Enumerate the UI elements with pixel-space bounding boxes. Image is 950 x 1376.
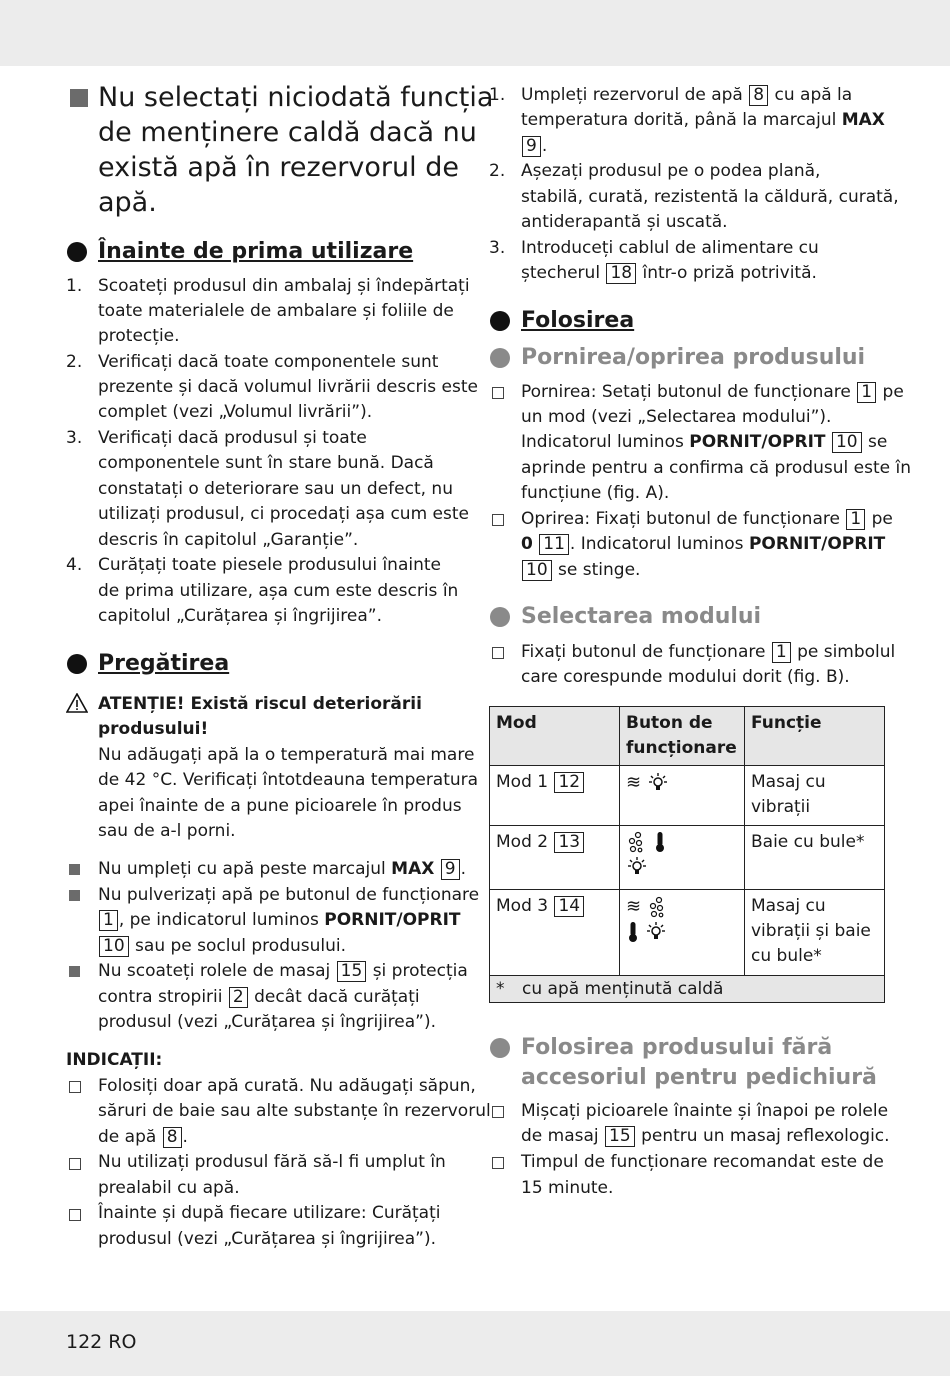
subsection-title-on-off: Pornirea/oprirea produsului	[521, 345, 866, 370]
attention-title: ATENȚIE! Există riscul deteriorării	[98, 694, 422, 714]
warning-line: apă.	[98, 187, 157, 218]
subsection-title-mode: Selectarea modului	[521, 604, 762, 629]
list-text: Timpul de funcționare recomandat este de	[521, 1152, 884, 1172]
list-text: complet (vezi „Volumul livrării”).	[98, 402, 373, 422]
ref-number: 9	[441, 859, 460, 880]
section-title-use: Folosirea	[521, 308, 635, 333]
ref-number: 1	[857, 382, 876, 403]
bullet-text: 1 , pe indicatorul luminos PORNIT/OPRIT	[98, 908, 461, 933]
page-footer-band	[0, 1311, 950, 1376]
section-bullet-icon	[67, 242, 87, 262]
list-text: Verificați dacă toate componentele sunt	[98, 352, 439, 372]
table-header-mode: Mod	[490, 707, 620, 766]
table-cell-function: Baie cu bule*	[745, 826, 885, 890]
light-icon	[626, 856, 648, 878]
subsection-title-no-accessory: accesoriul pentru pedichiură	[521, 1065, 877, 1090]
light-icon	[647, 772, 669, 794]
bullet-text: Nu umpleți cu apă peste marcajul MAX 9 .	[98, 859, 466, 879]
ref-number: 8	[163, 1127, 182, 1148]
subsection-bullet-icon	[490, 607, 510, 627]
ref-number: 13	[554, 832, 584, 853]
list-text: ștecherul 18 într-o priză potrivită.	[521, 263, 817, 283]
list-text: Așezați produsul pe o podea plană,	[521, 161, 821, 181]
list-text: un mod (vezi „Selectarea modului”).	[521, 407, 832, 427]
subsection-bullet-icon	[490, 348, 510, 368]
attention-text: sau de a-l porni.	[98, 821, 236, 841]
list-text: care corespunde modului dorit (fig. B).	[521, 667, 850, 687]
ref-number: 18	[606, 263, 636, 284]
checkbox-bullet-icon	[492, 1157, 504, 1169]
list-text: Curățați toate piesele produsului înainte	[98, 555, 441, 575]
ref-number: 1	[846, 509, 865, 530]
list-text: antiderapantă și uscată.	[521, 212, 728, 232]
table-cell-mode: Mod 1 12	[490, 766, 620, 826]
list-number: 3.	[66, 428, 83, 448]
list-text: 10 se stinge.	[521, 558, 640, 583]
notes-title: INDICAȚII:	[66, 1050, 163, 1070]
table-footnote: * cu apă menținută caldă	[490, 976, 885, 1003]
thermometer-icon	[626, 921, 640, 943]
note-text: Înainte și după fiecare utilizare: Curățați	[98, 1203, 441, 1223]
checkbox-bullet-icon	[492, 647, 504, 659]
checkbox-bullet-icon	[492, 387, 504, 399]
mode-table	[489, 706, 885, 1003]
bullet-text: Nu scoateți rolele de masaj 15 și protecția	[98, 961, 468, 981]
thermometer-icon	[653, 831, 667, 853]
ref-number: 2	[229, 987, 248, 1008]
table-row	[490, 766, 885, 826]
note-text: prealabil cu apă.	[98, 1178, 240, 1198]
list-text: Umpleți rezervorul de apă 8 cu apă la	[521, 85, 853, 105]
note-text: săruri de baie sau alte substanțe în rezervorul	[98, 1101, 491, 1121]
note-text: de apă 8 .	[98, 1127, 188, 1147]
ref-number: 1	[99, 910, 118, 931]
list-text: 0 11 . Indicatorul luminos PORNIT/OPRIT	[521, 534, 886, 554]
list-text: de masaj 15 pentru un masaj reflexologic.	[521, 1126, 890, 1146]
subsection-title-no-accessory: Folosirea produsului fără	[521, 1035, 833, 1060]
section-title-first-use: Înainte de prima utilizare	[98, 239, 414, 264]
attention-title: produsului!	[98, 719, 209, 739]
list-text: de prima utilizare, așa cum este descris în	[98, 581, 459, 601]
list-text: Verificați dacă produsul și toate	[98, 428, 367, 448]
list-text: stabilă, curată, rezistentă la căldură, curată,	[521, 187, 899, 207]
ref-number: 15	[337, 961, 367, 982]
attention-text: apei înainte de a pune picioarele în produs	[98, 796, 462, 816]
table-cell-icons	[620, 766, 745, 826]
table-row	[490, 890, 885, 976]
checkbox-bullet-icon	[69, 1158, 81, 1170]
list-text: prezente și dacă volumul livrării descris este	[98, 377, 478, 397]
list-text: 15 minute.	[521, 1178, 614, 1198]
list-text: protecție.	[98, 326, 180, 346]
bubbles-icon	[626, 831, 648, 853]
list-text: Fixați butonul de funcționare 1 pe simbolul	[521, 642, 896, 662]
light-icon	[645, 921, 667, 943]
checkbox-bullet-icon	[492, 1106, 504, 1118]
table-footnote-row	[490, 976, 885, 1003]
list-text: aprinde pentru a confirma că produsul este în	[521, 458, 911, 478]
checkbox-bullet-icon	[492, 514, 504, 526]
square-bullet-icon	[69, 864, 80, 875]
section-bullet-icon	[67, 654, 87, 674]
table-cell-icons	[620, 890, 745, 976]
table-cell-function: Masaj cu vibrații și baie cu bule*	[745, 890, 885, 976]
list-number: 2.	[489, 161, 506, 181]
list-text: capitolul „Curățarea și îngrijirea”.	[98, 606, 383, 626]
attention-text: Nu adăugați apă la o temperatură mai mare	[98, 745, 475, 765]
list-text: Indicatorul luminos PORNIT/OPRIT 10 se	[521, 432, 888, 452]
list-text: Introduceți cablul de alimentare cu	[521, 238, 819, 258]
list-text: utilizați produsul, ci procedați așa cum este	[98, 504, 469, 524]
page-number: 122 RO	[66, 1331, 137, 1353]
checkbox-bullet-icon	[69, 1081, 81, 1093]
bubbles-icon	[647, 896, 669, 918]
list-text: Oprirea: Fixați butonul de funcționare 1 pe	[521, 509, 893, 529]
list-number: 1.	[489, 85, 506, 105]
list-text: funcțiune (fig. A).	[521, 483, 670, 503]
page-header-band	[0, 0, 950, 66]
list-text: 9 .	[521, 134, 547, 159]
table-header-function: Funcție	[745, 707, 885, 766]
bullet-text: contra stropirii 2 decât dacă curățați	[98, 987, 420, 1007]
list-number: 3.	[489, 238, 506, 258]
square-bullet-icon	[69, 966, 80, 977]
ref-number: 10	[99, 936, 129, 957]
list-text: descris în capitolul „Garanție”.	[98, 530, 359, 550]
list-text: temperatura dorită, până la marcajul MAX	[521, 110, 885, 130]
warning-line: există apă în rezervorul de	[98, 152, 459, 183]
list-text: toate materialele de ambalare și foliile de	[98, 301, 454, 321]
section-bullet-icon	[490, 311, 510, 331]
attention-text: de 42 °C. Verificați întotdeauna temperatura	[98, 770, 479, 790]
list-number: 4.	[66, 555, 83, 575]
section-title-preparation: Pregătirea	[98, 651, 230, 676]
ref-number: 1	[772, 642, 791, 663]
ref-number: 9	[522, 136, 541, 157]
note-text: produsul (vezi „Curățarea și îngrijirea”).	[98, 1229, 437, 1249]
table-header-row	[490, 707, 885, 766]
list-text: Mișcați picioarele înainte și înapoi pe rolele	[521, 1101, 889, 1121]
warning-line: Nu selectați niciodată funcția	[98, 82, 494, 113]
table-row	[490, 826, 885, 890]
table-cell-function: Masaj cu vibrații	[745, 766, 885, 826]
note-text: Nu utilizați produsul fără să-l fi umplut în	[98, 1152, 446, 1172]
ref-number: 8	[749, 85, 768, 106]
note-text: Folosiți doar apă curată. Nu adăugați săpun,	[98, 1076, 476, 1096]
vibration-icon: ≋	[626, 772, 642, 793]
square-bullet-icon	[69, 890, 80, 901]
bullet-text: produsul (vezi „Curățarea și îngrijirea”).	[98, 1012, 437, 1032]
table-cell-mode: Mod 3 14	[490, 890, 620, 976]
list-number: 2.	[66, 352, 83, 372]
checkbox-bullet-icon	[69, 1209, 81, 1221]
warning-line: de menținere caldă dacă nu	[98, 117, 477, 148]
list-text: componentele sunt în stare bună. Dacă	[98, 453, 434, 473]
ref-number: 10	[832, 432, 862, 453]
ref-number: 12	[554, 772, 584, 793]
ref-number: 11	[539, 534, 569, 555]
table-header-button: Buton de funcționare	[620, 707, 745, 766]
list-text: constatați o deteriorare sau un defect, nu	[98, 479, 453, 499]
ref-number: 15	[605, 1126, 635, 1147]
list-number: 1.	[66, 276, 83, 296]
bullet-text: 10 sau pe soclul produsului.	[98, 934, 346, 959]
table-cell-icons	[620, 826, 745, 890]
bullet-text: Nu pulverizați apă pe butonul de funcționare	[98, 885, 480, 905]
warning-triangle-icon	[66, 693, 88, 713]
subsection-bullet-icon	[490, 1038, 510, 1058]
ref-number: 10	[522, 560, 552, 581]
vibration-icon: ≋	[626, 896, 642, 917]
table-cell-mode: Mod 2 13	[490, 826, 620, 890]
list-text: Pornirea: Setați butonul de funcționare 1 pe	[521, 382, 904, 402]
list-text: Scoateți produsul din ambalaj și îndepărtați	[98, 276, 470, 296]
square-bullet-icon	[70, 89, 88, 107]
ref-number: 14	[554, 896, 584, 917]
